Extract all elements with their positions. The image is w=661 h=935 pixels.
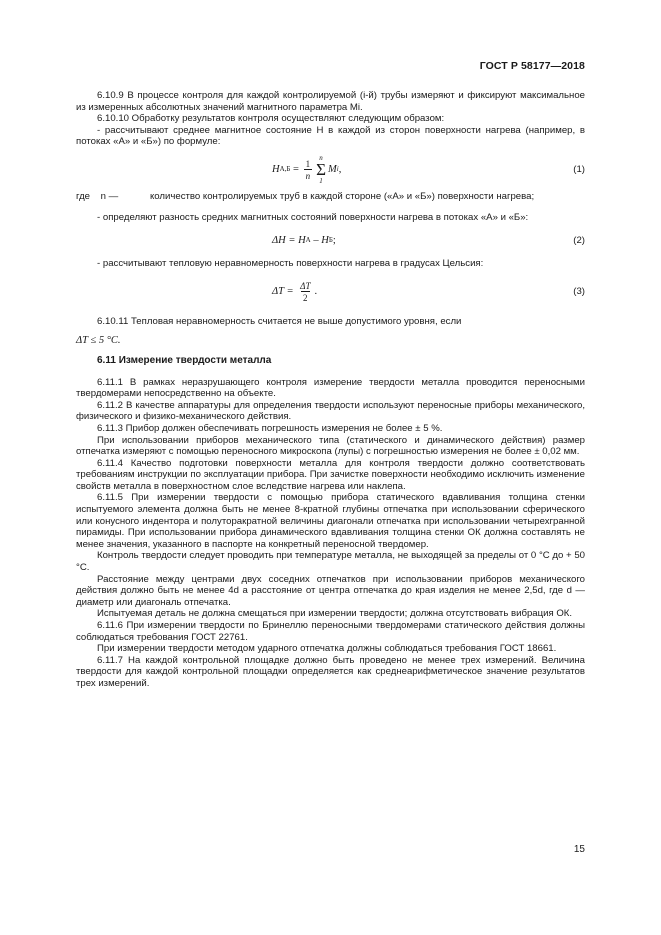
page-content xyxy=(76,90,585,690)
sum-symbol: n Σ 1 xyxy=(316,154,326,186)
formula-3-expression: ΔT = $\frac{\Delta T}{2}$ . xyxy=(272,280,318,303)
formula-3-fraction: $\frac{\Delta T}{2}$ xyxy=(300,280,311,303)
formula-1-fraction: $\frac{1}{n}$ xyxy=(305,158,311,181)
paragraph: 6.11.1 В рамках неразрушающего контроля измерение твердости металла проводится переносными твердомерами непосредственно на объекте. xyxy=(76,376,585,400)
paragraph: 6.11.4 Качество подготовки поверхности металла для контроля твердости должно соответствовать требованиям инструкции по эксплуатации прибора. При зачистке поверхности необходимо исключить изменение свойств металла в поверхностном слое вследствие нагрева или наклепа. xyxy=(76,457,585,492)
section-title: 6.11 Измерение твердости металла xyxy=(97,354,272,366)
paragraph: 6.11.6 При измерении твердости по Бринеллю переносными твердомерами статического действия должны соблюдаться требования ГОСТ 22761. xyxy=(76,620,585,643)
page-number: 15 xyxy=(573,844,585,855)
formula-2-number: (2) xyxy=(573,235,585,247)
formula-2 xyxy=(76,230,585,252)
paragraph: При измерении твердости методом ударного отпечатка должны соблюдаться требования ГОСТ 18661. xyxy=(97,643,557,655)
paragraph-6-10-9: 6.10.9 В процессе контроля для каждой контролируемой (i-й) трубы измеряют и фиксируют максимальное из измеренных абсолютных значений магнитного параметра Mi. xyxy=(76,90,585,113)
paragraph: 6.11.3 Прибор должен обеспечивать погрешность измерения не более ± 5 %. xyxy=(97,422,443,434)
formula-1-number: (1) xyxy=(573,164,585,176)
paragraph: При использовании приборов механического типа (статического и динамического действия) размер отпечатка измеряют с помощью переносного микроскопа (лупы) с погрешностью измерения не более ± 0,02 мм. xyxy=(76,434,585,458)
formula-1 xyxy=(76,155,585,185)
paragraph: Контроль твердости следует проводить при температуре металла, не выходящей за пределы от 0 °С до + 50 °С. xyxy=(76,550,585,574)
paragraph: 6.11.2 В качестве аппаратуры для определения твердости используют переносные приборы механического, физического и физико-механического действия. xyxy=(76,399,585,423)
paragraph: 6.11.7 На каждой контрольной площадке должно быть проведено не менее трех измерений. Величина твердости для каждой контрольной площадки определяется как среднеарифметическое значение результатов трех измерений. xyxy=(76,654,585,689)
formula-2-expression: ΔH = H А – H Б ; xyxy=(272,235,336,247)
condition-formula: ΔT ≤ 5 °С. xyxy=(76,335,121,347)
paragraph-6-10-10: 6.10.10 Обработку результатов контроля осуществляют следующим образом: xyxy=(97,113,445,125)
formula-1-expression: H А,Б = $\frac{1}{n}$ n Σ 1 M i , xyxy=(272,154,342,186)
formula-3 xyxy=(76,277,585,307)
bullet-thermal-unevenness: - рассчитывают тепловую неравномерность поверхности нагрева в градусах Цельсия: xyxy=(97,258,484,270)
paragraph: 6.11.5 При измерении твердости с помощью прибора статического вдавливания толщина стенки испытуемого элемента должна быть не менее 8-кратной глубины отпечатка при использовании сферического или конусного индентора и полуторакратной величины диагонали отпечатка при использовании четырехгранной пирамиды. При использовании прибора динамического вдавливания толщина стенки ОК должна составлять не менее значения, указанного в паспорте на конкретный переносной твердомер. xyxy=(76,492,585,550)
bullet-difference: - определяют разность средних магнитных состояний поверхности нагрева в потоках «А» и «Б»: xyxy=(97,211,529,223)
paragraph: Расстояние между центрами двух соседних отпечатков при использовании приборов механического действия должно быть не менее 4d а расстояние от центра отпечатка до края изделия не менее 2,5d, где d — диаметр или диагональ отпечатка. xyxy=(76,573,585,608)
standard-header: ГОСТ Р 58177—2018 xyxy=(479,60,585,72)
paragraph: Испытуемая деталь не должна смещаться при измерении твердости; должна отсутствовать вибрация ОК. xyxy=(97,608,573,620)
paragraph-6-10-11: 6.10.11 Тепловая неравномерность считается не выше допустимого уровня, если xyxy=(97,315,462,327)
formula-3-number: (3) xyxy=(573,285,585,297)
bullet-mean-magnetic-state: - рассчитывают среднее магнитное состояние H в каждой из сторон поверхности нагрева (например, в потоках «А» и «Б») по формуле: xyxy=(76,124,585,148)
where-clause: где n — количество контролируемых труб в каждой стороне («А» и «Б») поверхности нагрева; xyxy=(76,190,535,202)
